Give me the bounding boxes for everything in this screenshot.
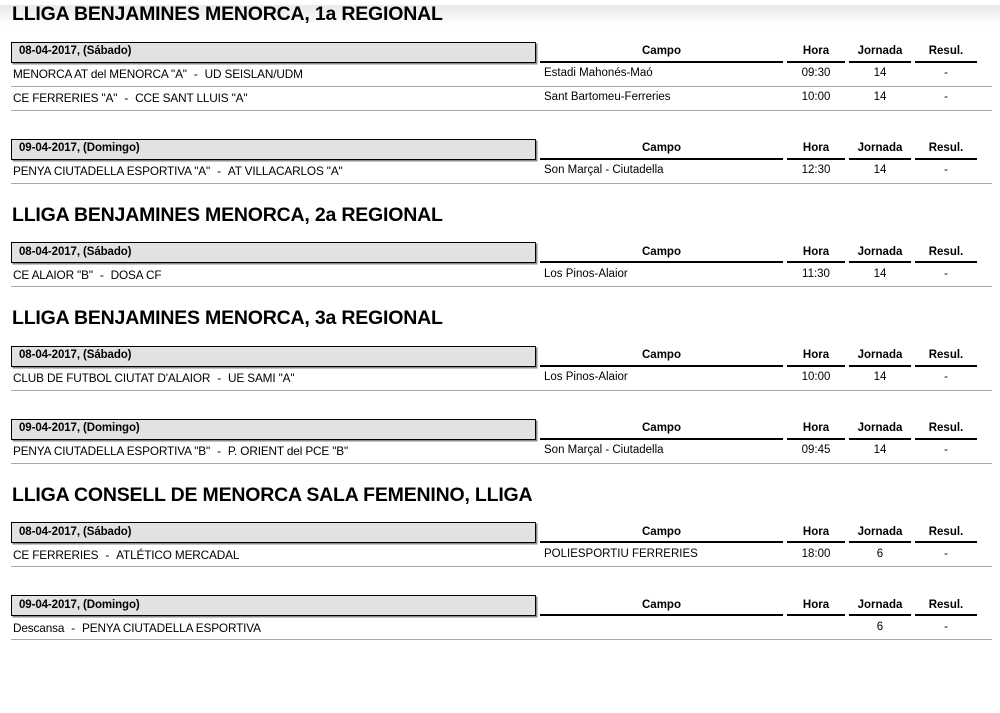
match-rows [0,616,1000,640]
title-spacer [0,329,1000,346]
away-team: P. ORIENT del PCE "B" [227,444,349,458]
match-resul: - [944,91,948,104]
vs-separator: - [217,371,222,385]
match-resul: - [944,67,948,80]
match-jornada: 14 [873,444,887,457]
column-header-campo: Campo [540,247,783,264]
away-team: AT VILLACARLOS "A" [227,164,343,178]
match-teams [11,268,536,282]
match-rows [0,263,1000,287]
away-team: DOSA CF [110,267,162,282]
column-header-hora: Hora [787,527,845,544]
match-resul: - [944,620,948,633]
column-header-campo: Campo [540,527,783,544]
column-header-hora: Hora [787,143,845,160]
competition-section-0 [0,5,1000,184]
section-spacer [0,287,1000,309]
match-details [540,445,992,457]
match-details [540,549,992,561]
table-row [11,440,992,464]
date-badge: 09-04-2017, (Domingo) [11,139,536,160]
column-header-campo: Campo [540,423,783,440]
match-details [540,92,992,104]
column-header-campo: Campo [540,46,783,63]
home-team: CE FERRERIES [13,547,99,562]
match-resul: - [944,371,948,384]
day-header [0,242,1000,263]
date-badge: 09-04-2017, (Domingo) [11,419,536,440]
day-header [0,346,1000,367]
match-campo: Estadi Mahonés-Maó [544,67,653,80]
table-row [11,63,992,87]
table-row [11,263,992,287]
match-teams [11,621,536,635]
home-team: MENORCA AT del MENORCA "A" [13,67,187,81]
day-spacer [0,391,1000,419]
match-campo: Son Marçal - Ciutadella [544,444,664,457]
away-team: UE SAMI "A" [228,371,295,385]
vs-separator: - [217,444,221,458]
match-jornada: 14 [873,67,887,80]
column-header-resul: Resul. [915,247,977,264]
column-header-jornada: Jornada [849,350,911,367]
match-jornada: 14 [873,371,887,384]
column-header-resul: Resul. [915,423,977,440]
column-headers [540,139,992,160]
section-title-2: LLIGA BENJAMINES MENORCA, 3a REGIONAL [12,307,443,329]
day-header [0,419,1000,440]
column-header-hora: Hora [787,247,845,264]
home-team: CLUB DE FUTBOL CIUTAT D'ALAIOR [13,371,211,385]
match-rows [0,63,1000,111]
match-details [540,68,992,80]
column-header-resul: Resul. [915,46,977,63]
match-hora: 09:45 [801,444,831,457]
day-header [0,522,1000,543]
date-badge: 08-04-2017, (Sábado) [11,242,536,263]
match-details [540,372,992,384]
match-teams [11,164,536,178]
column-header-hora: Hora [787,350,845,367]
day-header [0,139,1000,160]
column-header-campo: Campo [540,600,783,617]
column-header-resul: Resul. [915,527,977,544]
column-headers [540,595,992,616]
vs-separator: - [99,267,104,282]
day-spacer [0,567,1000,595]
column-header-jornada: Jornada [849,247,911,264]
column-header-hora: Hora [787,600,845,617]
day-block-2-0 [0,346,1000,391]
day-block-1-0 [0,242,1000,287]
vs-separator: - [105,547,110,562]
competition-section-3 [0,483,1000,641]
match-campo: Los Pinos-Alaior [544,267,628,280]
match-campo: Sant Bartomeu-Ferreries [544,91,671,104]
day-block-0-1 [0,139,1000,184]
match-hora: 11:30 [802,267,830,280]
match-teams [11,91,536,105]
away-team: ATLÉTICO MERCADAL [116,547,240,562]
match-jornada: 14 [873,164,887,177]
match-campo: Los Pinos-Alaior [544,371,628,384]
column-header-jornada: Jornada [849,600,911,617]
section-title-3: LLIGA CONSELL DE MENORCA SALA FEMENINO, LLIGA [12,483,533,506]
match-details [540,269,992,281]
match-details [540,165,992,177]
day-spacer [0,111,1000,139]
section-title-0: LLIGA BENJAMINES MENORCA, 1a REGIONAL [0,5,1000,25]
table-row [11,87,992,111]
match-teams [11,548,536,562]
away-team: CCE SANT LLUIS "A" [135,91,248,105]
title-spacer [0,505,1000,522]
match-rows [0,160,1000,184]
match-hora: 18:00 [801,547,831,560]
column-headers [540,42,992,63]
title-spacer [0,25,1000,42]
match-resul: - [944,444,948,457]
vs-separator: - [124,91,129,105]
match-teams [11,371,536,385]
match-campo: Son Marçal - Ciutadella [544,164,664,177]
column-header-jornada: Jornada [849,423,911,440]
section-spacer [0,464,1000,486]
table-row [11,616,992,640]
column-header-hora: Hora [787,423,845,440]
match-hora: 10:00 [801,371,831,384]
column-header-resul: Resul. [915,350,977,367]
day-header [0,595,1000,616]
home-team: PENYA CIUTADELLA ESPORTIVA "B" [13,444,211,458]
column-header-resul: Resul. [915,600,977,617]
match-campo: POLIESPORTIU FERRERIES [544,547,698,560]
match-jornada: 14 [873,267,887,280]
vs-separator: - [217,164,221,178]
day-block-2-1 [0,419,1000,464]
home-team: CE ALAIOR "B" [13,267,93,282]
date-badge: 08-04-2017, (Sábado) [11,42,536,63]
away-team: UD SEISLAN/UDM [204,67,303,81]
day-block-3-0 [0,522,1000,567]
title-spacer [0,225,1000,242]
competition-section-2 [0,309,1000,464]
column-header-campo: Campo [540,143,783,160]
date-badge: 09-04-2017, (Domingo) [11,595,536,616]
match-details [540,622,992,634]
section-spacer [0,184,1000,206]
match-resul: - [944,164,948,177]
match-rows [0,367,1000,391]
home-team: PENYA CIUTADELLA ESPORTIVA "A" [13,164,211,178]
vs-separator: - [193,67,198,81]
match-hora: 10:00 [801,91,831,104]
day-block-3-1 [0,595,1000,640]
table-row [11,543,992,567]
home-team: Descansa [13,620,65,635]
home-team: CE FERRERIES "A" [13,91,118,105]
match-jornada: 6 [876,620,884,633]
column-header-jornada: Jornada [849,143,911,160]
day-header [0,42,1000,63]
match-teams [11,444,536,458]
column-header-jornada: Jornada [849,46,911,63]
column-header-campo: Campo [540,350,783,367]
match-rows [0,440,1000,464]
column-header-jornada: Jornada [849,527,911,544]
table-row [11,160,992,184]
competition-section-1 [0,203,1000,288]
day-block-0-0 [0,42,1000,111]
date-badge: 08-04-2017, (Sábado) [11,522,536,543]
match-resul: - [944,267,948,280]
match-teams [11,67,536,81]
column-header-resul: Resul. [915,143,977,160]
away-team: PENYA CIUTADELLA ESPORTIVA [82,620,261,635]
column-headers [540,346,992,367]
match-jornada: 6 [876,547,884,560]
column-headers [540,522,992,543]
date-badge: 08-04-2017, (Sábado) [11,346,536,367]
column-header-hora: Hora [787,46,845,63]
table-row [11,367,992,391]
column-headers [540,242,992,263]
column-headers [540,419,992,440]
section-title-1: LLIGA BENJAMINES MENORCA, 2a REGIONAL [12,203,443,226]
match-jornada: 14 [873,91,887,104]
match-rows [0,543,1000,567]
vs-separator: - [71,620,76,635]
match-hora: 12:30 [801,164,831,177]
match-resul: - [944,547,948,560]
match-hora: 09:30 [801,67,831,80]
